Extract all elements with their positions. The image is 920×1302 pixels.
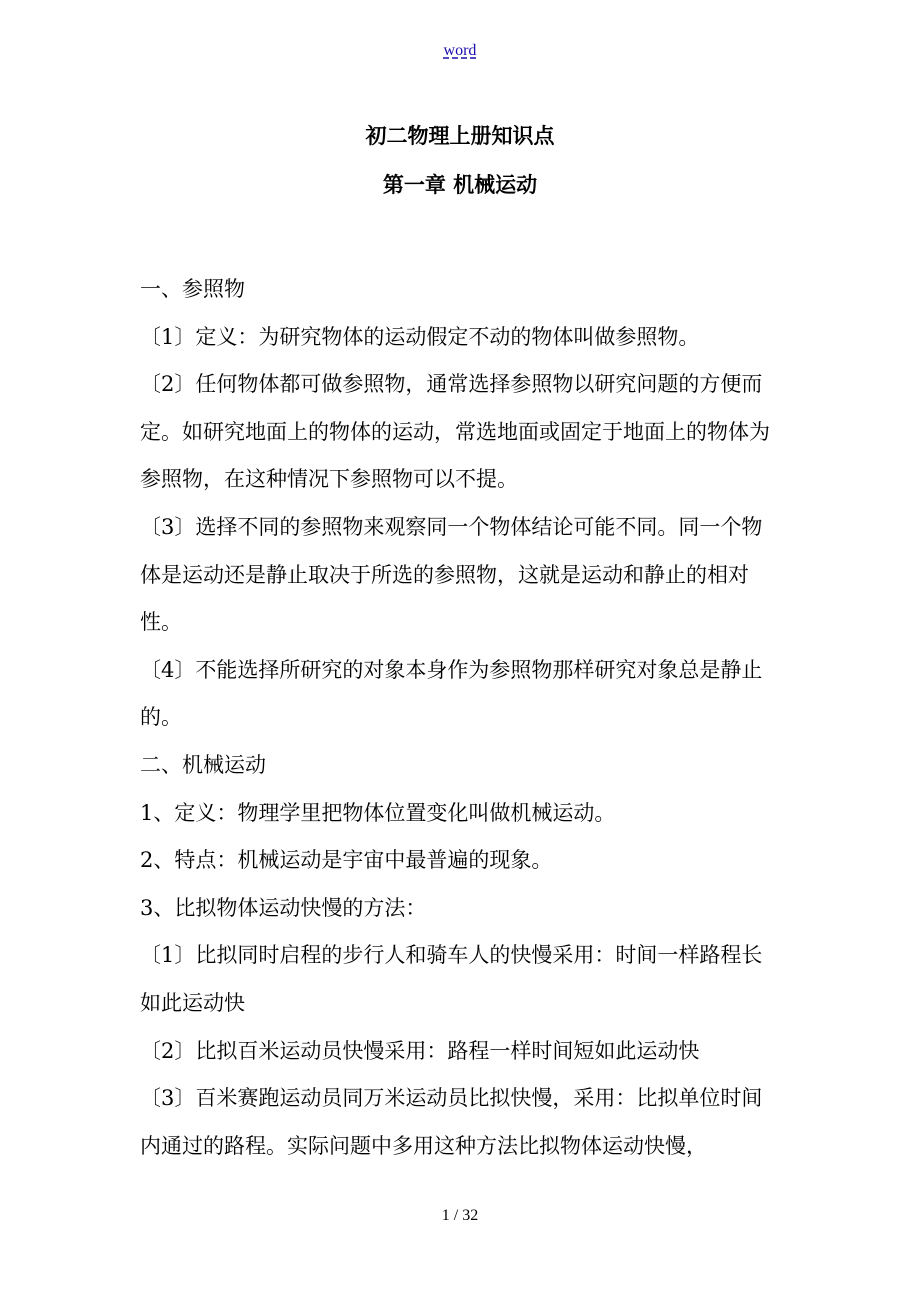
paragraph-not-self: 〔4〕不能选择所研究的对象本身作为参照物那样研究对象总是静止的。 [140, 657, 763, 730]
paragraph-definition: 〔1〕定义：为研究物体的运动假定不动的物体叫做参照物。 [140, 324, 700, 349]
section-heading-reference-object: 一、参照物 [140, 277, 245, 301]
section-heading-mechanical-motion: 二、机械运动 [140, 752, 266, 777]
word-link[interactable]: word [443, 42, 477, 59]
header-word-link-container [0, 40, 920, 62]
page-number: 1 / 32 [441, 1207, 479, 1224]
paragraph-compare-3: 〔3〕百米赛跑运动员同万米运动员比拟快慢，采用：比拟单位时间内通过的路程。实际问题中多用这种方法比拟物体运动快慢， [140, 1086, 763, 1158]
paragraph-motion-feature: 2、特点：机械运动是宇宙中最普遍的现象。 [140, 848, 553, 873]
paragraph-compare-1: 〔1〕比拟同时启程的步行人和骑车人的快慢采用：时间一样路程长如此运动快 [140, 943, 763, 1015]
paragraph-compare-2: 〔2〕比拟百米运动员快慢采用：路程一样时间短如此运动快 [140, 1038, 700, 1063]
paragraph-relativity: 〔3〕选择不同的参照物来观察同一个物体结论可能不同。同一个物体是运动还是静止取决于所选的参照物，这就是运动和静止的相对性。 [140, 514, 763, 635]
chapter-title: 第一章 机械运动 [382, 172, 538, 197]
document-title: 初二物理上册知识点 [365, 124, 555, 148]
paragraph-compare-methods: 3、比拟物体运动快慢的方法： [140, 895, 427, 920]
paragraph-any-object: 〔2〕任何物体都可做参照物，通常选择参照物以研究问题的方便而定。如研究地面上的物体的运动，常选地面或固定于地面上的物体为参照物，在这种情况下参照物可以不提。 [140, 372, 770, 492]
paragraph-motion-definition: 1、定义：物理学里把物体位置变化叫做机械运动。 [140, 800, 616, 825]
document-body [140, 266, 782, 1170]
